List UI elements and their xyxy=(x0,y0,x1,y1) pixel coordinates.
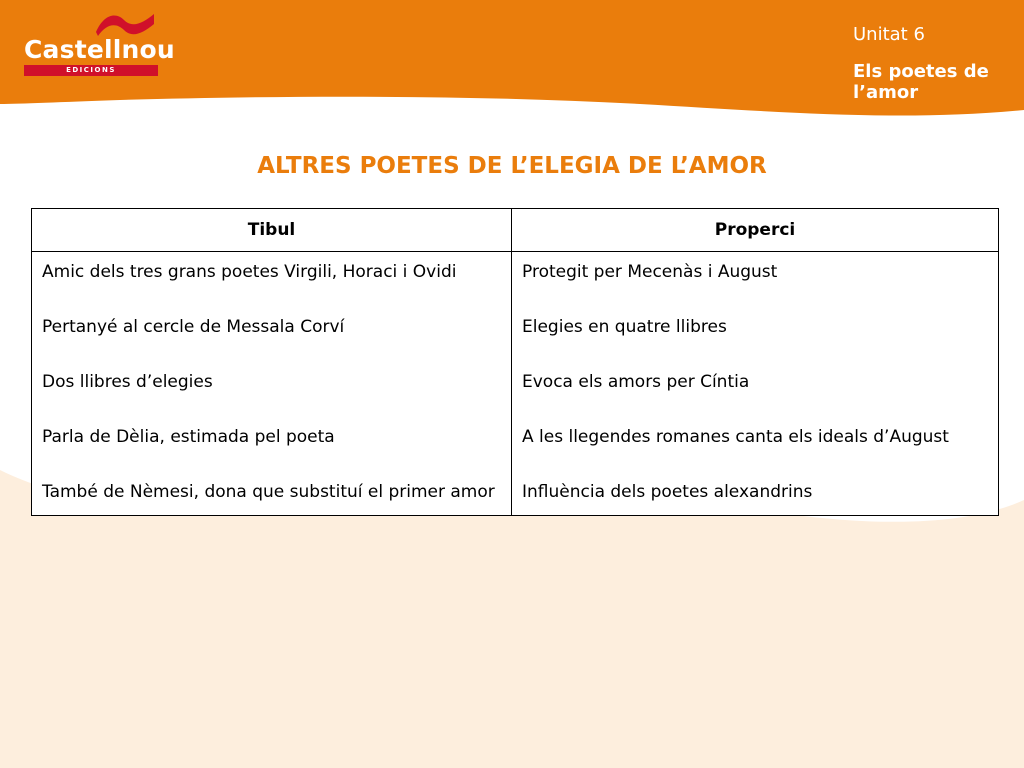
logo-wordmark: Castellnou xyxy=(24,35,175,64)
tibul-fact: Amic dels tres grans poetes Virgili, Horaci i Ovidi xyxy=(42,262,457,282)
unit-title: Els poetes de l’amor xyxy=(853,61,989,103)
tibul-fact: Parla de Dèlia, estimada pel poeta xyxy=(42,427,335,447)
page-title: ALTRES POETES DE L’ELEGIA DE L’AMOR xyxy=(257,153,767,179)
table-row xyxy=(32,252,999,516)
poets-table xyxy=(31,208,999,516)
properci-fact: Evoca els amors per Cíntia xyxy=(522,372,750,392)
properci-fact: Influència dels poetes alexandrins xyxy=(522,482,813,502)
properci-fact: Elegies en quatre llibres xyxy=(522,317,727,337)
header-tibul: Tibul xyxy=(32,209,512,252)
header-properci: Properci xyxy=(512,209,999,252)
table-header-row xyxy=(32,209,999,252)
tibul-cell xyxy=(32,252,512,516)
properci-cell xyxy=(512,252,999,516)
properci-fact: Protegit per Mecenàs i August xyxy=(522,262,778,282)
tibul-fact: Pertanyé al cercle de Messala Corví xyxy=(42,317,345,337)
logo-subtitle: EDICIONS xyxy=(66,66,116,74)
castellnou-logo xyxy=(24,10,175,80)
tibul-fact: Dos llibres d’elegies xyxy=(42,372,213,392)
tibul-fact: També de Nèmesi, dona que substituí el primer amor xyxy=(42,482,495,502)
unit-label: Unitat 6 xyxy=(853,24,925,45)
flag-icon xyxy=(94,10,156,36)
properci-fact: A les llegendes romanes canta els ideals d’August xyxy=(522,427,949,447)
